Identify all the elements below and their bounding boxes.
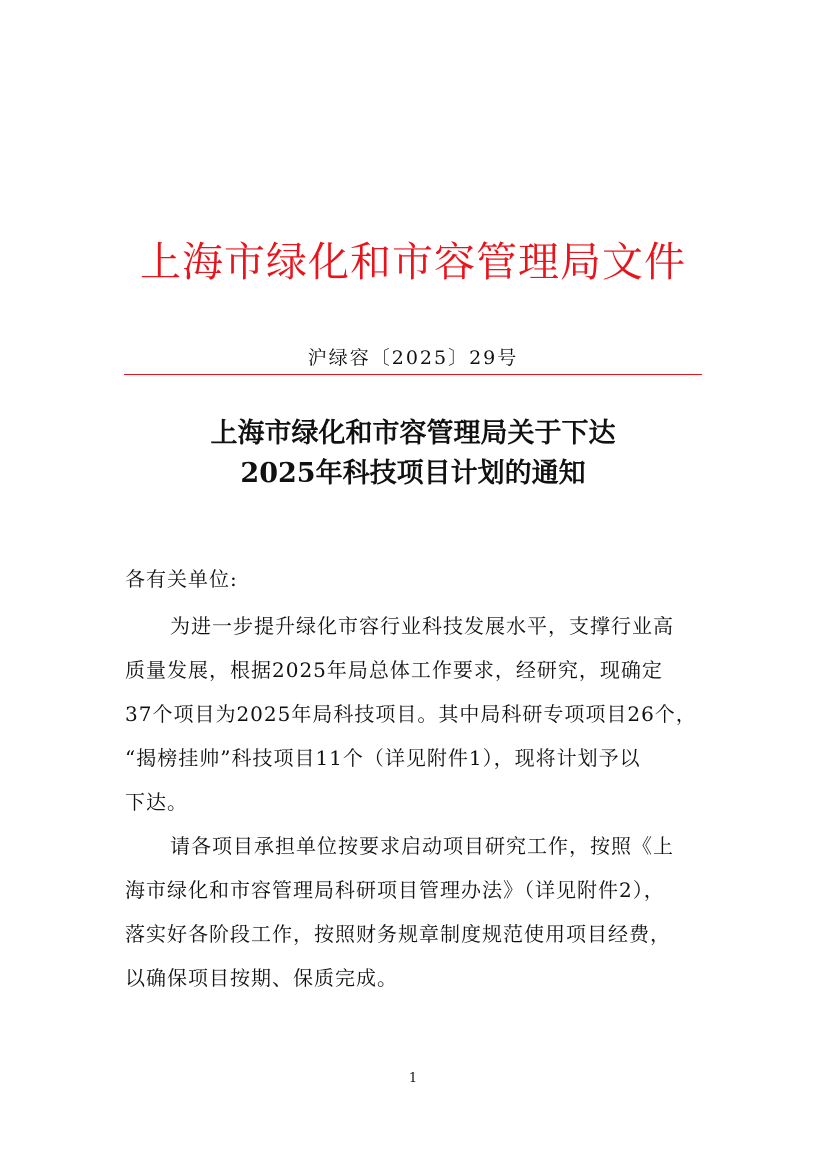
paragraph-1-line: 37个项目为2025年局科技项目。其中局科研专项项目26个， [125, 702, 697, 726]
paragraph-1 [125, 604, 702, 824]
salutation: 各有关单位: [125, 567, 238, 591]
paragraph-2 [125, 824, 702, 1000]
paragraph-2-line: 落实好各阶段工作，按照财务规章制度规范使用项目经费， [125, 922, 671, 946]
paragraph-1-line: 下达。 [125, 790, 188, 814]
red-separator-line [124, 374, 702, 375]
paragraph-1-line: “揭榜挂帅”科技项目11个（详见附件1），现将计划予以 [125, 746, 641, 770]
paragraph-1-line: 质量发展，根据2025年局总体工作要求，经研究，现确定 [125, 658, 663, 682]
notice-title-line-2: 2025年科技项目计划的通知 [240, 458, 586, 489]
notice-title [0, 414, 826, 494]
page-number: 1 [408, 1071, 418, 1086]
paragraph-2-line: 以确保项目按期、保质完成。 [125, 966, 398, 990]
paragraph-2-line: 海市绿化和市容管理局科研项目管理办法》（详见附件2）， [125, 878, 665, 902]
document-number: 沪绿容〔2025〕29号 [307, 347, 519, 369]
paragraph-2-line: 请各项目承担单位按要求启动项目研究工作，按照《上 [170, 834, 674, 858]
paragraph-1-line: 为进一步提升绿化市容行业科技发展水平，支撑行业高 [170, 614, 674, 638]
notice-title-line-1: 上海市绿化和市容管理局关于下达 [210, 418, 616, 449]
masthead-title: 上海市绿化和市容管理局文件 [140, 238, 686, 286]
